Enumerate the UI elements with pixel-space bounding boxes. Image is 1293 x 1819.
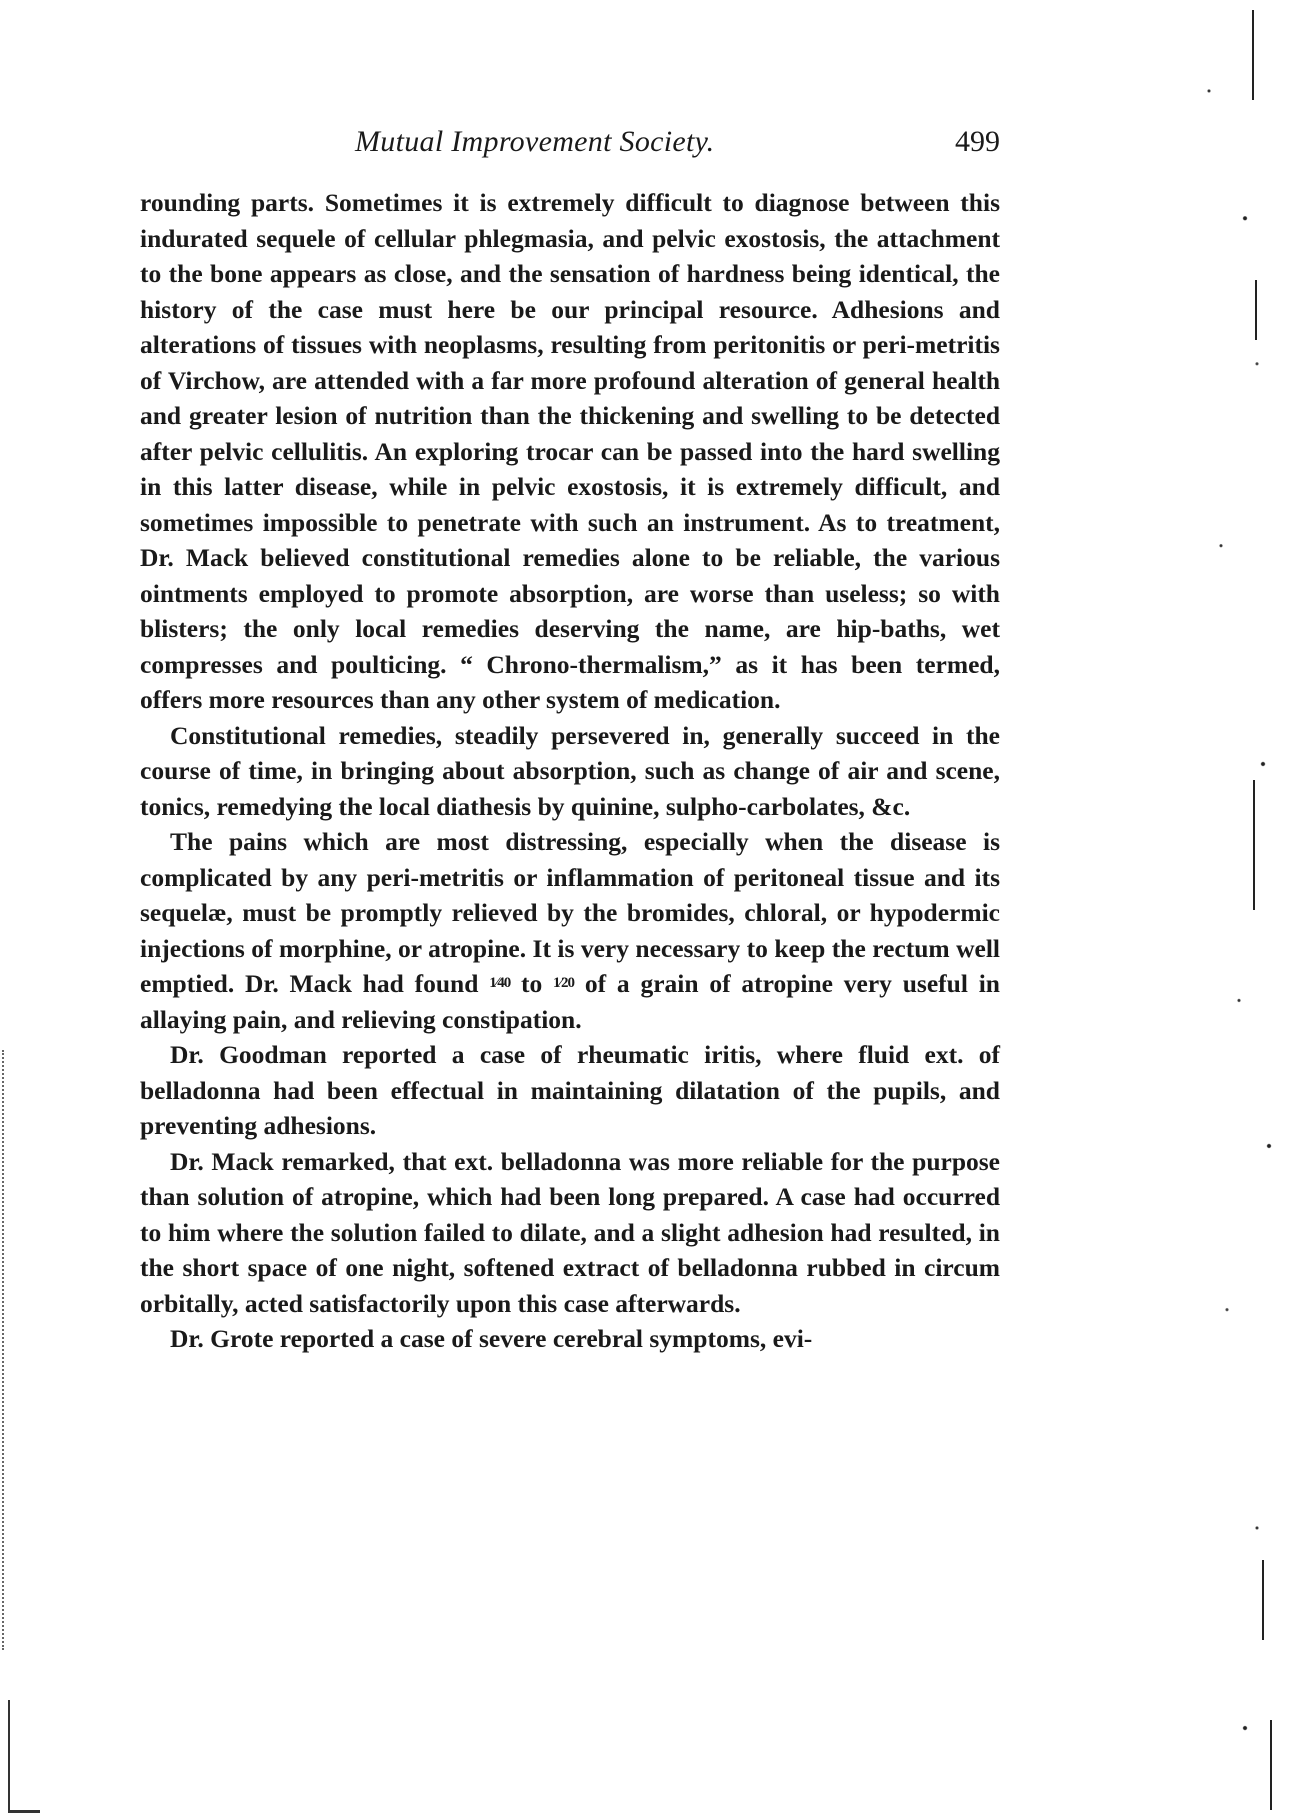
paragraph-1: rounding parts. Sometimes it is extremely difficult to diagnose between this indurated sequele of cellular phlegmasia, and pelvic exostosis, the attachment to the bone appears as close, and the sensation of hardness being identical, the history of the case must here be our principal resource. Adhesions and alterations of tissues with neoplasms, resulting from peritonitis or peri-metritis of Virchow, are attended with a far more profound alteration of general health and greater lesion of nutrition than the thickening and swelling to be detected after pelvic cellulitis. An exploring trocar can be passed into the hard swelling in this latter disease, while in pelvic exostosis, it is extremely difficult, and sometimes impossible to penetrate with such an instrument. As to treatment, Dr. Mack believed constitutional remedies alone to be reliable, the various ointments employed to promote absorption, are worse than useless; so with blisters; the only local remedies deserving the name, are hip-baths, wet compresses and poulticing. “ Chrono-thermalism,” as it has been termed, offers more resources than any other system of medication. [140, 188, 1000, 714]
scan-edge-line [1262, 1560, 1264, 1640]
scan-corner-mark [8, 1700, 40, 1813]
paragraph-2: Constitutional remedies, steadily persevered in, generally succeed in the course of time, in bringing about absorption, such as change of air and scene, tonics, remedying the local diathesis by quinine, sulpho-carbolates, &c. [140, 720, 1000, 821]
paragraph-3-text-before: The pains which are most distressing, especially when the disease is complicated by any peri-metritis or inflammation of peritoneal tissue and its sequelæ, must be promptly relieved by the bromides, chloral, or hypodermic injections of morphine, or atropine. It is very necessary to keep the rectum well emptied. Dr. Mack had found [140, 827, 1000, 998]
running-head [140, 125, 1000, 165]
scan-left-margin-dots [2, 1050, 6, 1650]
paragraph-5: Dr. Mack remarked, that ext. belladonna was more reliable for the purpose than solution of atropine, which had been long prepared. A case had occurred to him where the solution failed to dilate, and a slight adhesion had resulted, in the short space of one night, softened extract of belladonna rubbed in circum orbitally, acted satisfactorily upon this case afterwards. [140, 1146, 1000, 1318]
scan-edge-line [1253, 780, 1255, 910]
paragraph-4: Dr. Goodman reported a case of rheumatic iritis, where fluid ext. of belladonna had been effectual in maintaining dilatation of the pupils, and preventing adhesions. [140, 1040, 1000, 1140]
paragraph-3-text-after: of a grain of atropine very useful in allaying pain, and relieving constipation. [140, 969, 1000, 1034]
paragraph-6: Dr. Grote reported a case of severe cerebral symptoms, evi- [170, 1324, 813, 1353]
page-number: 499 [955, 125, 1000, 158]
fraction-one-fortieth: 1⁄40 [489, 975, 511, 991]
paragraph-3 [140, 824, 1000, 1037]
scan-edge-line [1270, 1720, 1272, 1810]
paragraph-3-text-mid: to [510, 969, 554, 998]
body-text [140, 185, 1000, 1357]
scan-edge-noise [1173, 0, 1293, 1819]
scan-edge-line [1252, 10, 1254, 100]
running-title: Mutual Improvement Society. [355, 125, 715, 158]
fraction-one-twentieth: 1⁄20 [553, 975, 575, 991]
scan-edge-line [1255, 280, 1257, 340]
